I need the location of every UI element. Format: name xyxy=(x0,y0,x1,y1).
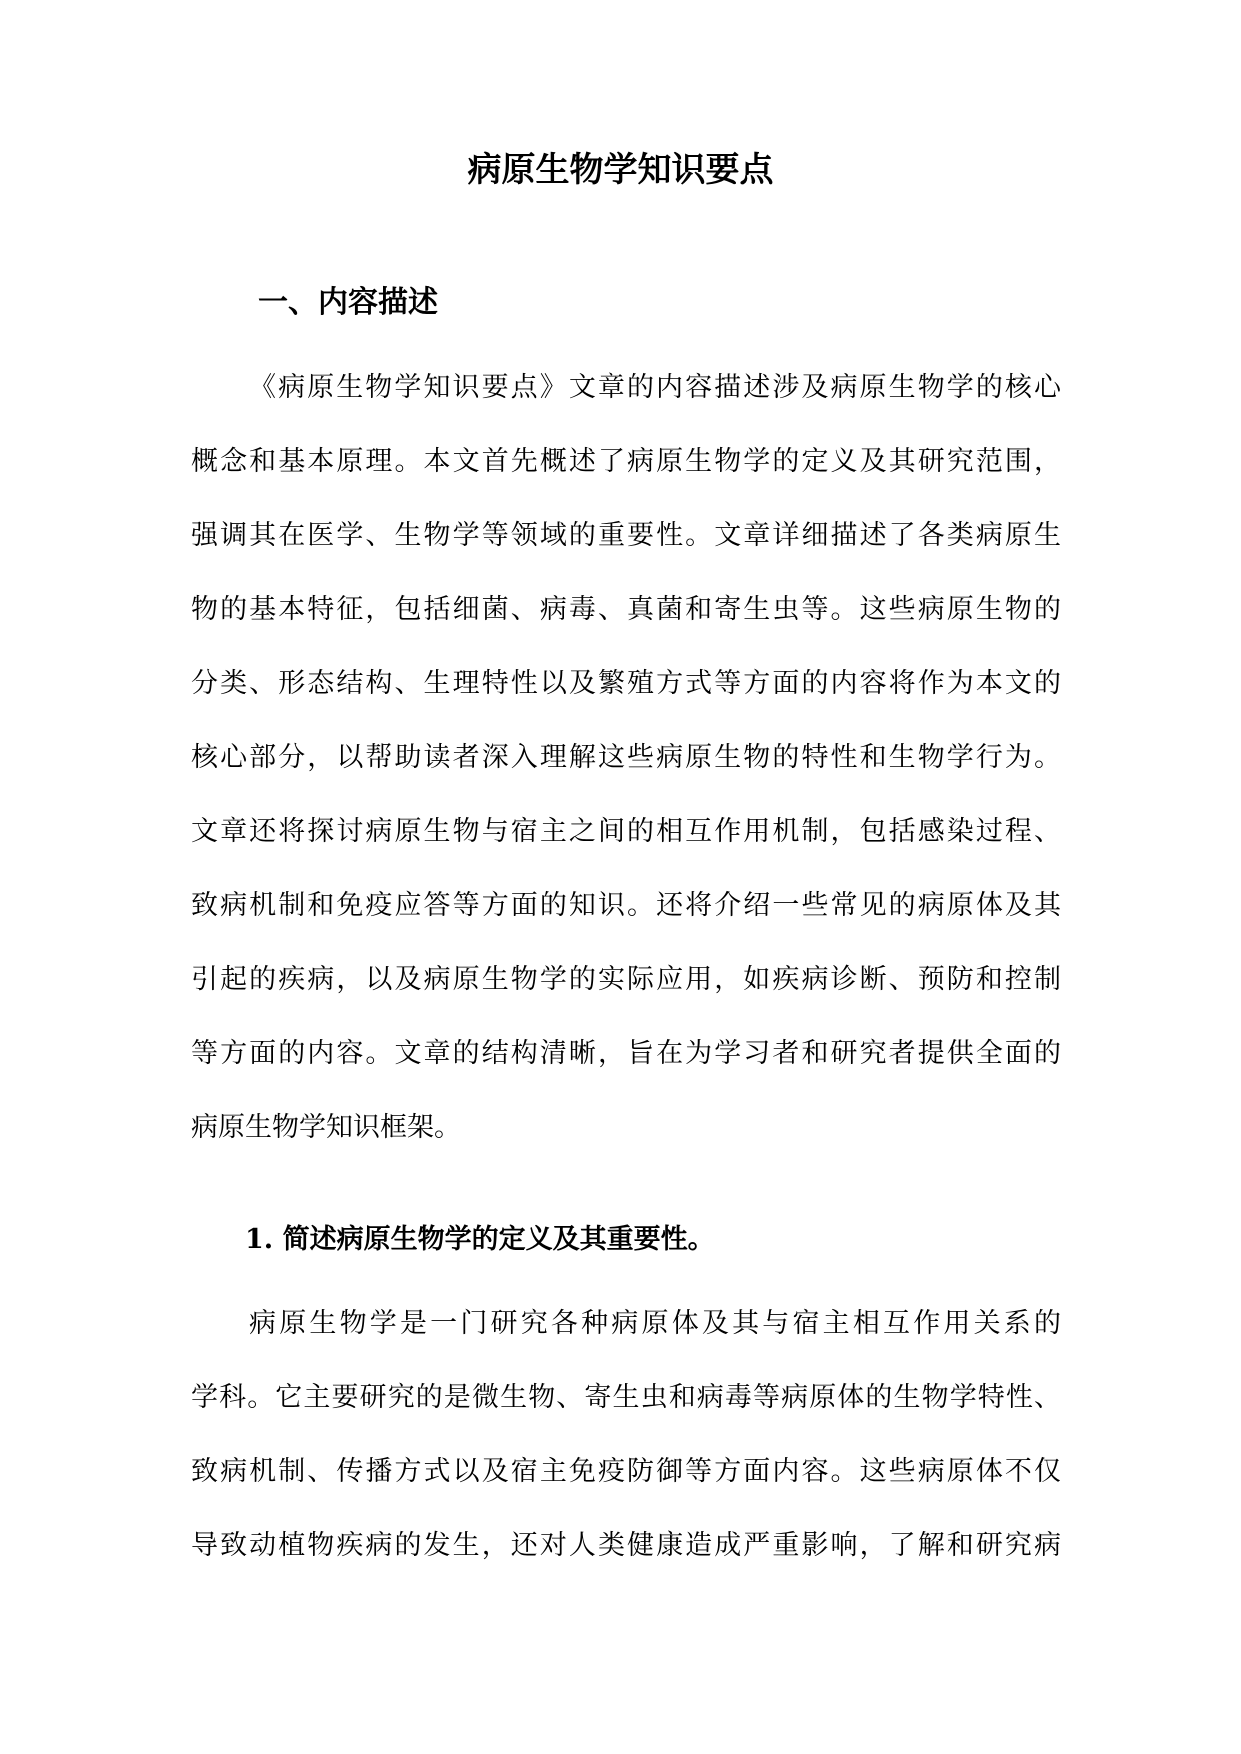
subsection-heading: 1. 简述病原生物学的定义及其重要性。 xyxy=(245,1224,715,1255)
paragraph-line: 概念和基本原理。本文首先概述了病原生物学的定义及其研究范围， xyxy=(191,446,1061,477)
paragraph-line: 分类、形态结构、生理特性以及繁殖方式等方面的内容将作为本文的 xyxy=(191,668,1061,699)
paragraph-line: 导致动植物疾病的发生，还对人类健康造成严重影响，了解和研究病 xyxy=(191,1530,1061,1561)
paragraph-line: 核心部分，以帮助读者深入理解这些病原生物的特性和生物学行为。 xyxy=(191,742,1061,773)
paragraph-line: 《病原生物学知识要点》文章的内容描述涉及病原生物学的核心 xyxy=(249,372,1061,403)
section-heading: 一、内容描述 xyxy=(258,285,438,320)
document-title: 病原生物学知识要点 xyxy=(467,150,774,190)
paragraph-line: 文章还将探讨病原生物与宿主之间的相互作用机制，包括感染过程、 xyxy=(191,816,1061,847)
paragraph-line: 等方面的内容。文章的结构清晰，旨在为学习者和研究者提供全面的 xyxy=(191,1038,1061,1069)
section-paragraph xyxy=(191,351,1061,1165)
paragraph-line: 学科。它主要研究的是微生物、寄生虫和病毒等病原体的生物学特性、 xyxy=(191,1382,1061,1413)
paragraph-line: 病原生物学是一门研究各种病原体及其与宿主相互作用关系的 xyxy=(249,1308,1061,1339)
paragraph-line: 引起的疾病，以及病原生物学的实际应用，如疾病诊断、预防和控制 xyxy=(191,964,1061,995)
paragraph-line: 强调其在医学、生物学等领域的重要性。文章详细描述了各类病原生 xyxy=(191,520,1061,551)
paragraph-line: 病原生物学知识框架。 xyxy=(191,1112,461,1143)
paragraph-line: 致病机制、传播方式以及宿主免疫防御等方面内容。这些病原体不仅 xyxy=(191,1456,1061,1487)
paragraph-line: 物的基本特征，包括细菌、病毒、真菌和寄生虫等。这些病原生物的 xyxy=(191,594,1061,625)
subsection-paragraph xyxy=(191,1287,1061,1583)
paragraph-line: 致病机制和免疫应答等方面的知识。还将介绍一些常见的病原体及其 xyxy=(191,890,1061,921)
